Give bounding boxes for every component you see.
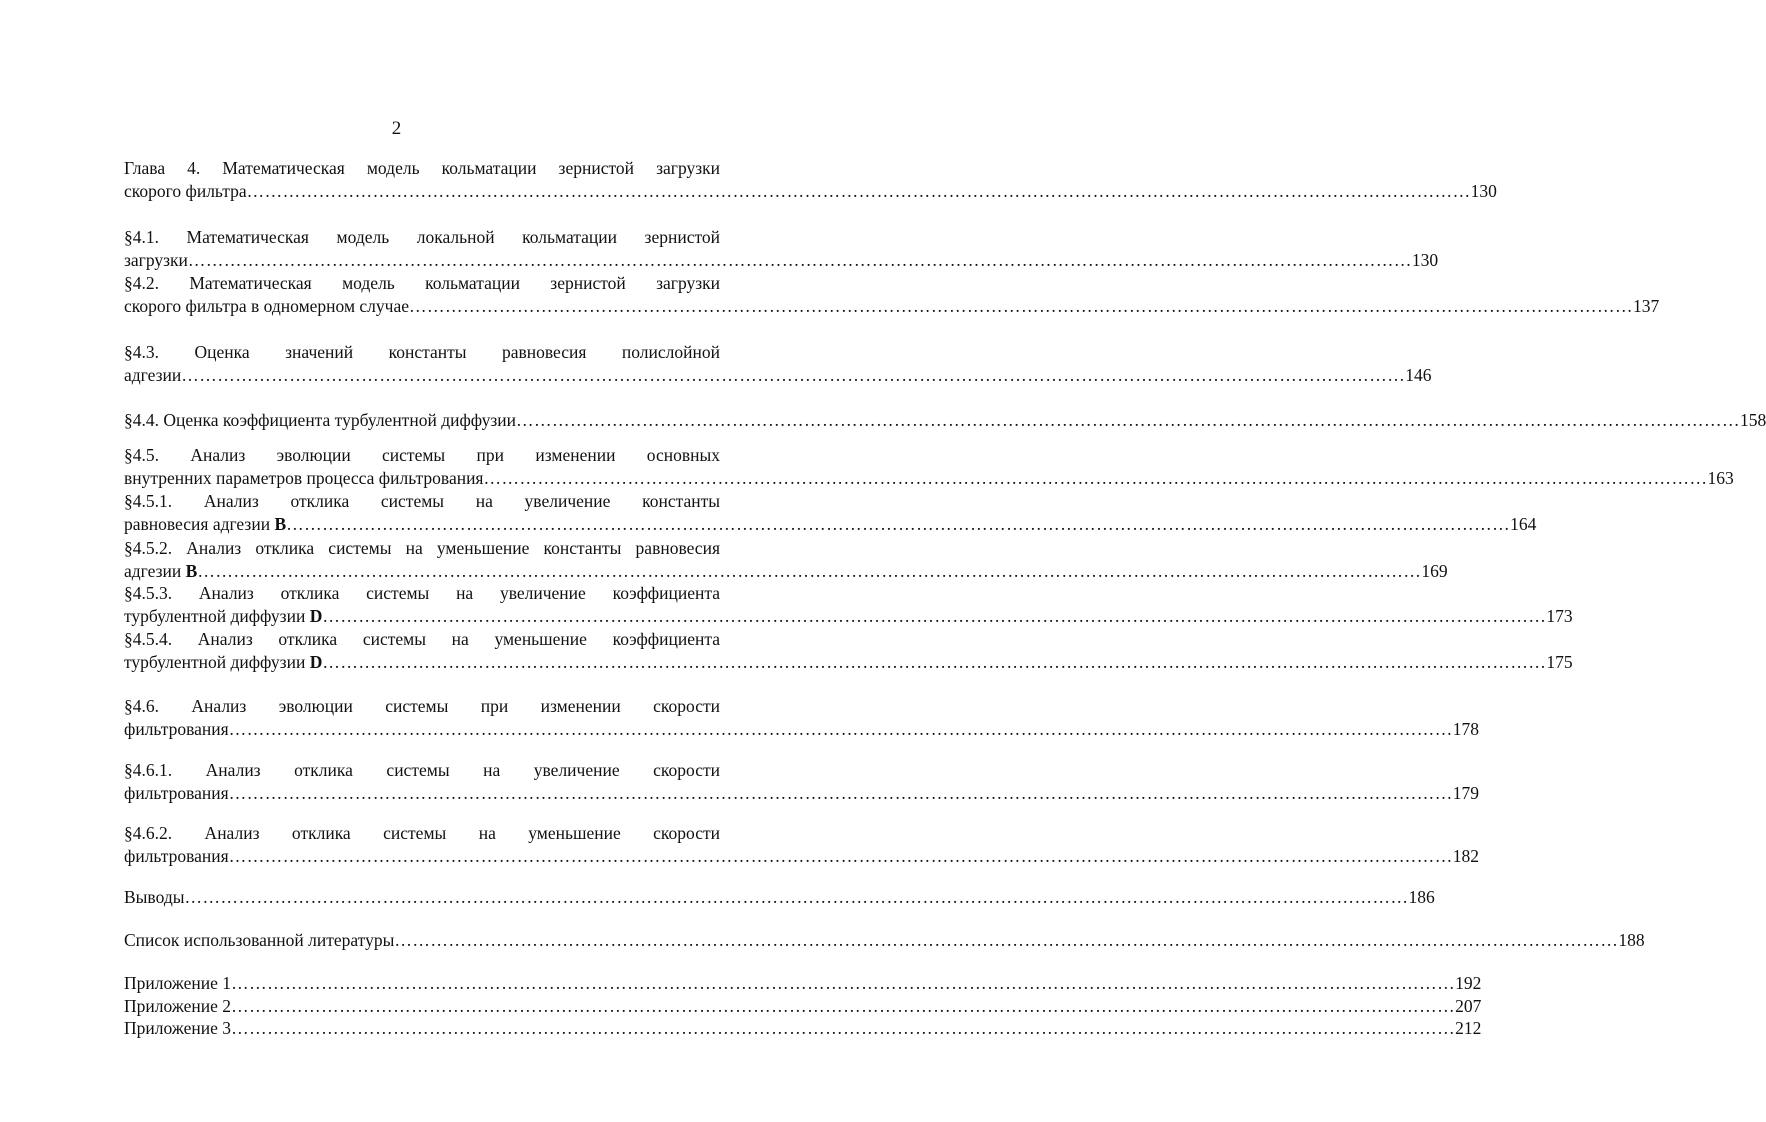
toc-entry-text-plain: равновесия адгезии [124,514,275,534]
symbol-d: D [309,606,323,626]
toc-entry-chapter-4[interactable] [124,157,1497,203]
toc-entry-text-plain: турбулентной диффузии [124,652,310,672]
toc-entry-references[interactable] [124,929,1645,952]
toc-entry-4-5-2[interactable] [124,537,1448,583]
toc-entry-last-line [124,1017,1482,1040]
symbol-b: B [185,561,198,581]
toc-entry-last-line [124,513,1537,536]
toc-entry-text: §4.4. Оценка коэффициента турбулентной диффузии [124,410,516,430]
toc-entry-last-line [124,929,1645,952]
toc-page-ref: 186 [1408,887,1435,907]
symbol-d: D [309,652,323,672]
dot-leader: …………………………………………………………………………………………………………………………………………………………………………………… [228,783,1453,803]
dot-leader: …………………………………………………………………………………………………………………………………………………………………………………… [322,606,1547,626]
toc-page-ref: 173 [1546,606,1573,626]
toc-page-ref: 175 [1546,652,1573,672]
toc-entry-first-line: §4.3. Оценка значений константы равновесия полислойной [124,342,720,362]
toc-entry-last-line [124,180,1497,203]
toc-entry-4-5-1[interactable] [124,490,1537,536]
toc-entry-last-line [124,886,1435,909]
toc-entry-text: фильтрования [124,846,229,866]
toc-entry-text: загрузки [124,250,188,270]
toc-page-ref: 207 [1455,996,1482,1016]
toc-entry-last-line [124,995,1482,1018]
toc-entry-first-line: Глава 4. Математическая модель кольматации зернистой загрузки [124,158,720,178]
toc-entry-text: фильтрования [124,719,229,739]
toc-entry-appendix-1[interactable] [124,972,1482,995]
dot-leader: …………………………………………………………………………………………………………………………………………………………………………………… [231,996,1456,1016]
toc-entry-first-line: §4.6.2. Анализ отклика системы на уменьшение скорости [124,823,720,843]
dot-leader: …………………………………………………………………………………………………………………………………………………………………………………… [181,365,1406,385]
toc-entry-text: Выводы [124,887,185,907]
toc-entry-text: скорого фильтра [124,181,247,201]
toc-entry-last-line [124,605,1573,628]
toc-entry-text-plain: турбулентной диффузии [124,606,310,626]
toc-entry-4-2[interactable] [124,272,1660,318]
toc-entry-4-6-2[interactable] [124,822,1479,868]
toc-entry-last-line [124,845,1479,868]
dot-leader: …………………………………………………………………………………………………………………………………………………………………………………… [322,652,1547,672]
toc-entry-4-6-1[interactable] [124,759,1479,805]
toc-entry-last-line [124,718,1479,741]
dot-leader: …………………………………………………………………………………………………………………………………………………………………………………… [197,561,1422,581]
toc-page-ref: 158 [1740,410,1766,430]
toc-entry-4-6[interactable] [124,695,1479,741]
dot-leader: …………………………………………………………………………………………………………………………………………………………………………………… [231,1018,1456,1038]
toc-page-ref: 169 [1421,561,1448,581]
dot-leader: …………………………………………………………………………………………………………………………………………………………………………………… [408,296,1633,316]
dot-leader: …………………………………………………………………………………………………………………………………………………………………………………… [184,887,1409,907]
dot-leader: …………………………………………………………………………………………………………………………………………………………………………………… [394,930,1619,950]
toc-entry-first-line: §4.5.4. Анализ отклика системы на уменьшение коэффициента [124,629,720,649]
toc-page-ref: 179 [1452,783,1479,803]
toc-page-ref: 212 [1455,1018,1482,1038]
toc-entry-text: Приложение 1 [124,973,232,993]
dot-leader: …………………………………………………………………………………………………………………………………………………………………………………… [483,468,1708,488]
toc-entry-conclusions[interactable] [124,886,1435,909]
toc-entry-4-5[interactable] [124,444,1734,490]
toc-entry-last-line [124,467,1734,490]
toc-entry-text: Список использованной литературы [124,930,395,950]
toc-entry-text: фильтрования [124,783,229,803]
toc-entry-appendix-2[interactable] [124,995,1482,1018]
toc-entry-4-5-4[interactable] [124,628,1573,674]
dot-leader: …………………………………………………………………………………………………………………………………………………………………………………… [231,973,1456,993]
toc-entry-first-line: §4.5.2. Анализ отклика системы на уменьшение константы равновесия [124,538,720,558]
toc-entry-last-line [124,782,1479,805]
dot-leader: …………………………………………………………………………………………………………………………………………………………………………………… [246,181,1471,201]
toc-entry-text: Приложение 2 [124,996,232,1016]
toc-entry-appendix-3[interactable] [124,1017,1482,1040]
symbol-b: B [274,514,287,534]
toc-entry-text-plain: адгезии [124,561,186,581]
dot-leader: …………………………………………………………………………………………………………………………………………………………………………………… [516,410,1740,430]
toc-entry-last-line [124,295,1660,318]
toc-entry-text [124,513,286,536]
toc-page-ref: 130 [1470,181,1497,201]
toc-entry-text [124,651,322,674]
toc-entry-last-line [124,249,1439,272]
toc-entry-4-3[interactable] [124,341,1432,387]
toc-entry-text [124,605,322,628]
toc-page-ref: 188 [1618,930,1645,950]
toc-entry-last-line [124,364,1432,387]
page-number: 2 [391,118,402,139]
toc-entry-text [124,560,197,583]
toc-entry-first-line: §4.2. Математическая модель кольматации зернистой загрузки [124,273,720,293]
toc-entry-last-line [124,651,1573,674]
toc-page-ref: 178 [1452,719,1479,739]
dot-leader: …………………………………………………………………………………………………………………………………………………………………………………… [228,719,1453,739]
toc-page-ref: 146 [1405,365,1432,385]
dot-leader: …………………………………………………………………………………………………………………………………………………………………………………… [286,514,1511,534]
dot-leader: …………………………………………………………………………………………………………………………………………………………………………………… [187,250,1412,270]
toc-entry-last-line [124,409,1766,432]
toc-entry-last-line [124,972,1482,995]
toc-entry-first-line: §4.6.1. Анализ отклика системы на увеличение скорости [124,760,720,780]
toc-entry-4-1[interactable] [124,226,1439,272]
toc-entry-first-line: §4.5. Анализ эволюции системы при изменении основных [124,445,720,465]
toc-page-ref: 182 [1452,846,1479,866]
toc-entry-first-line: §4.5.3. Анализ отклика системы на увеличение коэффициента [124,583,720,603]
toc-page-ref: 137 [1632,296,1660,316]
toc-entry-last-line [124,560,1448,583]
toc-entry-4-4[interactable] [124,409,1766,432]
toc-entry-text: Приложение 3 [124,1018,232,1038]
dot-leader: …………………………………………………………………………………………………………………………………………………………………………………… [228,846,1453,866]
toc-entry-text: внутренних параметров процесса фильтрования [124,468,484,488]
toc-entry-first-line: §4.5.1. Анализ отклика системы на увеличение константы [124,491,720,511]
toc-entry-first-line: §4.6. Анализ эволюции системы при изменении скорости [124,696,720,716]
toc-entry-text: скорого фильтра в одномерном случае [124,296,409,316]
toc-entry-text: адгезии [124,365,182,385]
toc-page-ref: 163 [1707,468,1734,488]
toc-page-ref: 130 [1411,250,1439,270]
toc-entry-4-5-3[interactable] [124,582,1573,628]
toc-page-ref: 164 [1510,514,1537,534]
toc-page-ref: 192 [1455,973,1482,993]
toc-entry-first-line: §4.1. Математическая модель локальной кольматации зернистой [124,227,720,247]
